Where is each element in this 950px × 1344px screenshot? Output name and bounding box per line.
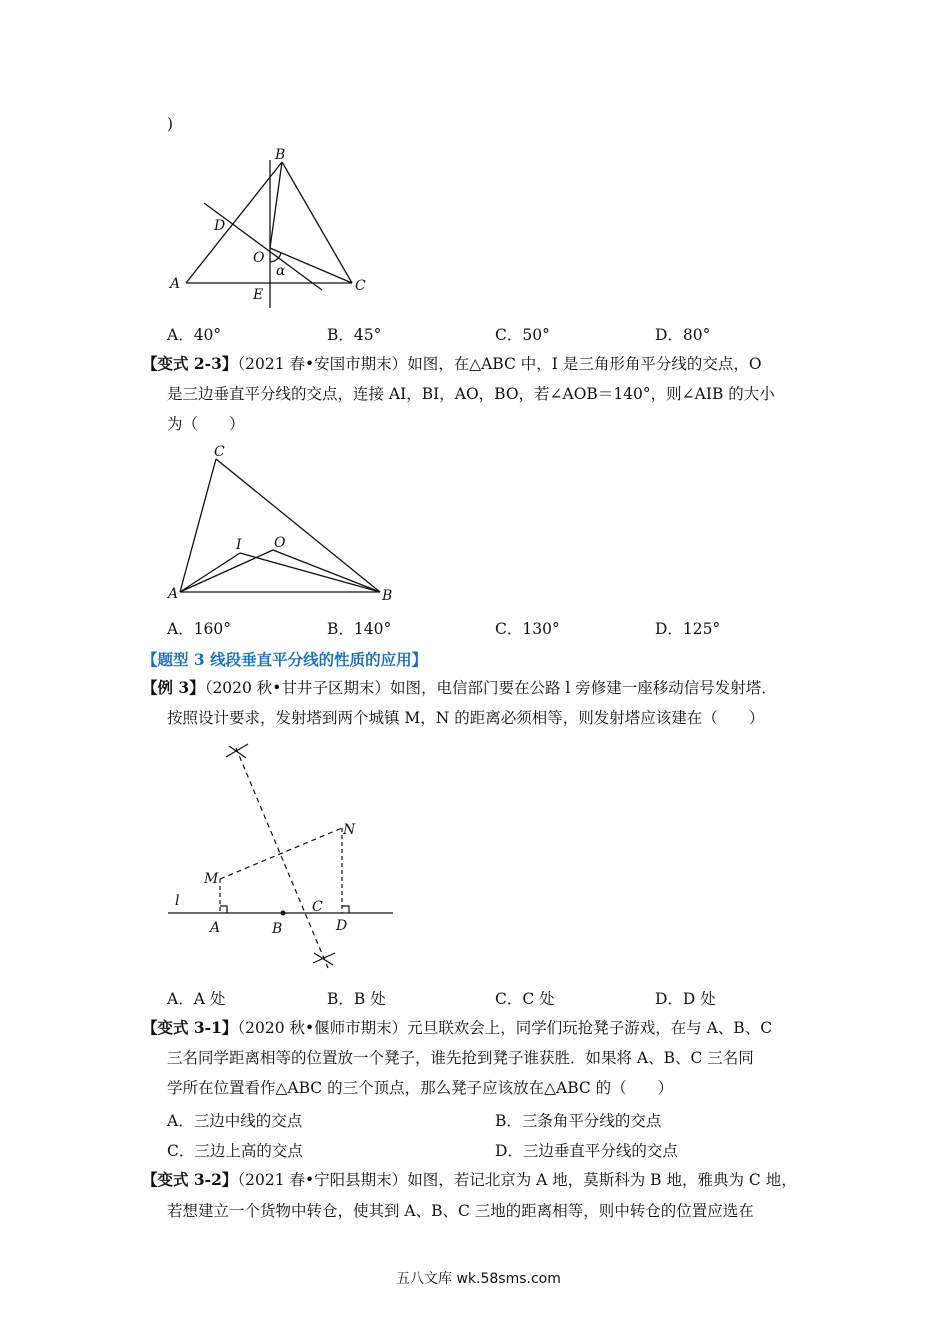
q31-option-b: B．三条角平分线的交点 bbox=[495, 1112, 662, 1130]
fig3-label-b: B bbox=[272, 921, 283, 937]
q2-line-2: 是三边垂直平分线的交点，连接 AI，BI，AO，BO，若∠AOB＝140°，则∠AIB 的大小 bbox=[167, 385, 775, 403]
fig2-label-b: B bbox=[382, 588, 393, 604]
fig3-label-d: D bbox=[336, 918, 348, 934]
q32-line-1 bbox=[142, 1170, 797, 1190]
fig2-label-a: A bbox=[168, 586, 179, 602]
fig3-line-mn bbox=[220, 828, 342, 879]
section-3-heading: 【题型 3 线段垂直平分线的性质的应用】 bbox=[142, 650, 428, 669]
ex3-source: （2020 秋•甘井子区期末） bbox=[204, 679, 390, 697]
ex3-tag: 【例 3】 bbox=[142, 678, 205, 697]
q32-source: （2021 春•宁阳县期末） bbox=[237, 1171, 408, 1189]
fig2-label-o: O bbox=[274, 535, 286, 551]
ex3-line-2: 按照设计要求，发射塔到两个城镇 M，N 的距离必须相等，则发射塔应该建在（ ） bbox=[167, 709, 765, 727]
q31-option-c: C．三边上高的交点 bbox=[167, 1142, 303, 1160]
fig3-right-angle-d bbox=[342, 906, 349, 913]
q31-line-3: 学所在位置看作△ABC 的三个顶点，那么凳子应该放在△ABC 的（ ） bbox=[167, 1079, 674, 1097]
fig1-label-d: D bbox=[214, 218, 226, 234]
q2-line1-text: 如图，在△ABC 中，I 是三角形角平分线的交点，O bbox=[407, 355, 762, 373]
q32-line1-text: 如图，若记北京为 A 地，莫斯科为 B 地，雅典为 C 地， bbox=[407, 1171, 797, 1189]
fig1-label-c: C bbox=[355, 278, 366, 294]
q1-option-b: B．45° bbox=[327, 326, 382, 344]
fig1-label-e: E bbox=[253, 287, 264, 303]
q1-option-a: A．40° bbox=[167, 326, 222, 344]
fig1-label-b: B bbox=[275, 147, 286, 163]
q1-option-d: D．80° bbox=[655, 326, 711, 344]
q31-tag: 【变式 3-1】 bbox=[142, 1018, 238, 1037]
fig1-label-o: O bbox=[253, 250, 265, 266]
q31-option-a: A．三边中线的交点 bbox=[167, 1112, 303, 1130]
ex3-option-b: B．B 处 bbox=[327, 990, 386, 1008]
q2-option-a: A．160° bbox=[167, 620, 232, 638]
ex3-option-d: D．D 处 bbox=[655, 990, 716, 1008]
footer-watermark: 五八文库 wk.58sms.com bbox=[396, 1271, 561, 1287]
fig3-arc-top-2 bbox=[229, 746, 246, 758]
q2-option-c: C．130° bbox=[495, 620, 560, 638]
q31-line1-text: 元旦联欢会上，同学们玩抢凳子游戏，在与 A、B、C bbox=[407, 1019, 773, 1037]
q2-tag: 【变式 2-3】 bbox=[142, 354, 238, 373]
top-fragment: ) bbox=[167, 115, 174, 133]
fig3-right-angle-a bbox=[220, 906, 227, 913]
q2-line-3: 为（ ） bbox=[167, 415, 245, 433]
fig3-label-c: C bbox=[312, 899, 323, 915]
q31-line-1 bbox=[142, 1018, 772, 1038]
fig3-label-m: M bbox=[204, 871, 219, 887]
q31-line-2: 三名同学距离相等的位置放一个凳子，谁先抢到凳子谁获胜．如果将 A、B、C 三名同 bbox=[167, 1049, 754, 1067]
ex3-line1-text: 如图，电信部门要在公路 l 旁修建一座移动信号发射塔． bbox=[389, 679, 777, 697]
fig2-label-c: C bbox=[214, 444, 225, 460]
ex3-option-a: A．A 处 bbox=[167, 990, 226, 1008]
fig3-label-a: A bbox=[210, 920, 221, 936]
q2-source: （2021 春•安国市期末） bbox=[237, 355, 408, 373]
fig3-point-b bbox=[281, 911, 286, 916]
fig1-label-a: A bbox=[170, 276, 181, 292]
q2-option-d: D．125° bbox=[655, 620, 721, 638]
fig1-label-alpha: α bbox=[276, 263, 286, 279]
q1-option-c: C．50° bbox=[495, 326, 550, 344]
fig3-label-n: N bbox=[343, 822, 356, 838]
fig3-label-l: l bbox=[175, 893, 180, 909]
q32-tag: 【变式 3-2】 bbox=[142, 1170, 238, 1189]
q31-source: （2020 秋•偃师市期末） bbox=[237, 1019, 408, 1037]
q32-line-2: 若想建立一个货物中转仓，使其到 A、B、C 三地的距离相等，则中转仓的位置应选在 bbox=[167, 1202, 754, 1220]
q31-option-d: D．三边垂直平分线的交点 bbox=[495, 1142, 678, 1160]
q2-option-b: B．140° bbox=[327, 620, 392, 638]
fig2-label-i: I bbox=[236, 537, 242, 553]
ex3-option-c: C．C 处 bbox=[495, 990, 555, 1008]
